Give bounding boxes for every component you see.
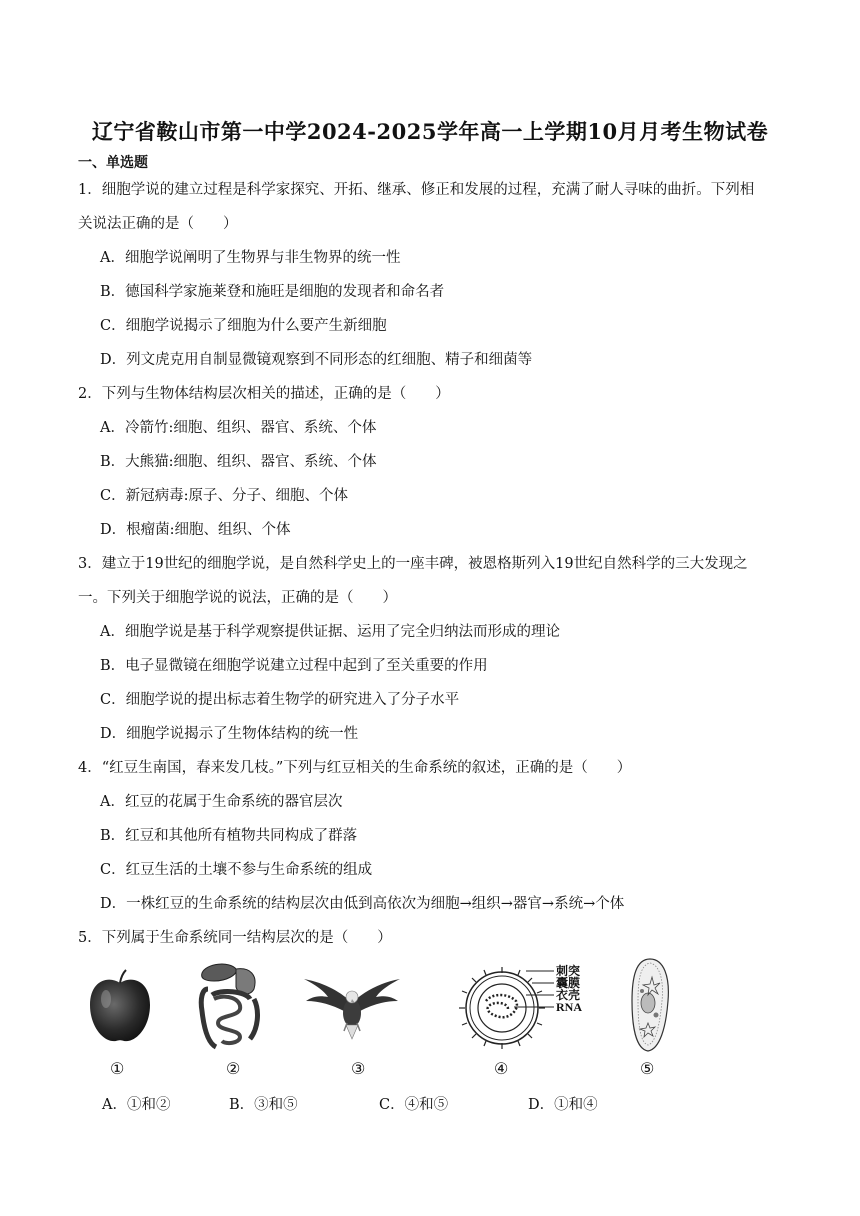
q3-option-b[interactable]: B．电子显微镜在细胞学说建立过程中起到了至关重要的作用 <box>100 658 488 674</box>
q5-figure-row <box>0 955 860 1085</box>
q2-option-a[interactable]: A．冷箭竹:细胞、组织、器官、系统、个体 <box>100 420 377 436</box>
q5-option-d[interactable]: D．①和④ <box>528 1097 598 1113</box>
q2-option-c[interactable]: C．新冠病毒:原子、分子、细胞、个体 <box>100 488 348 504</box>
paramecium-image <box>626 957 674 1053</box>
q3-option-a[interactable]: A．细胞学说是基于科学观察提供证据、运用了完全归纳法而形成的理论 <box>100 624 560 640</box>
q5-option-c[interactable]: C．④和⑤ <box>379 1097 449 1113</box>
figure-label-2: ② <box>226 1059 241 1078</box>
virus-label-capsid: 衣壳 <box>556 988 581 1002</box>
q2-option-b[interactable]: B．大熊猫:细胞、组织、器官、系统、个体 <box>100 454 377 470</box>
q1-option-b[interactable]: B．德国科学家施莱登和施旺是细胞的发现者和命名者 <box>100 284 445 300</box>
q2-option-d[interactable]: D．根瘤菌:细胞、组织、个体 <box>100 522 291 538</box>
q1-option-d[interactable]: D．列文虎克用自制显微镜观察到不同形态的红细胞、精子和细菌等 <box>100 352 533 368</box>
virus-labels <box>556 965 582 1013</box>
q5-stem: 5．下列属于生命系统同一结构层次的是（ ） <box>78 930 392 946</box>
figure-label-5: ⑤ <box>640 1059 655 1078</box>
q2-stem: 2．下列与生物体结构层次相关的描述，正确的是（ ） <box>78 386 450 402</box>
section-heading: 一、单选题 <box>78 155 148 171</box>
figure-label-3: ③ <box>351 1059 366 1078</box>
q1-option-a[interactable]: A．细胞学说阐明了生物界与非生物界的统一性 <box>100 250 401 266</box>
q1-option-c[interactable]: C．细胞学说揭示了细胞为什么要产生新细胞 <box>100 318 387 334</box>
digestive-system-image <box>196 959 266 1051</box>
q4-stem: 4．“红豆生南国，春来发几枝。”下列与红豆相关的生命系统的叙述，正确的是（ ） <box>78 760 632 776</box>
q3-option-c[interactable]: C．细胞学说的提出标志着生物学的研究进入了分子水平 <box>100 692 460 708</box>
apple-image <box>86 969 154 1045</box>
q1-stem-line1: 1．细胞学说的建立过程是科学家探究、开拓、继承、修正和发展的过程，充满了耐人寻味的曲折。下列相 <box>78 182 755 198</box>
q3-stem-line2: 一。下列关于细胞学说的说法，正确的是（ ） <box>78 590 397 606</box>
q4-option-a[interactable]: A．红豆的花属于生命系统的器官层次 <box>100 794 343 810</box>
q4-option-b[interactable]: B．红豆和其他所有植物共同构成了群落 <box>100 828 358 844</box>
virus-label-envelope: 囊膜 <box>556 976 581 990</box>
q4-option-d[interactable]: D．一株红豆的生命系统的结构层次由低到高依次为细胞→组织→器官→系统→个体 <box>100 896 625 912</box>
q3-stem-line1: 3．建立于19世纪的细胞学说，是自然科学史上的一座丰碑，被恩格斯列入19世纪自然科学的三大发现之 <box>78 556 748 572</box>
q4-option-c[interactable]: C．红豆生活的土壤不参与生命系统的组成 <box>100 862 373 878</box>
q5-option-b[interactable]: B．③和⑤ <box>229 1097 298 1113</box>
virus-label-rna: RNA <box>556 1000 582 1014</box>
q1-stem-line2: 关说法正确的是（ ） <box>78 216 238 232</box>
figure-label-1: ① <box>110 1059 125 1078</box>
figure-label-4: ④ <box>494 1059 509 1078</box>
eagle-image <box>302 973 402 1043</box>
q5-option-a[interactable]: A．①和② <box>102 1097 171 1113</box>
virus-label-spike: 刺突 <box>556 964 581 978</box>
exam-title: 辽宁省鞍山市第一中学2024-2025学年高一上学期10月月考生物试卷 <box>91 119 769 144</box>
q3-option-d[interactable]: D．细胞学说揭示了生物体结构的统一性 <box>100 726 359 742</box>
